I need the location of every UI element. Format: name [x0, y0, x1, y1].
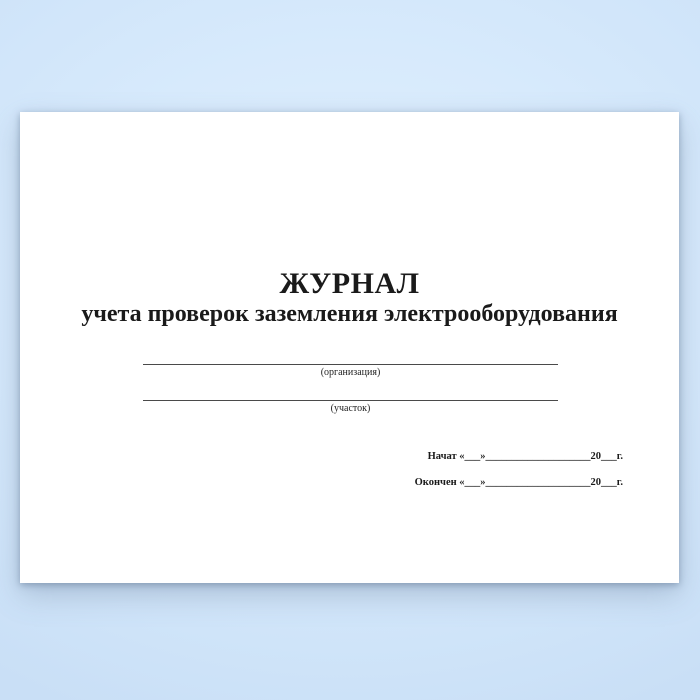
started-date-row: Начат «___»____________________20___г.	[427, 451, 623, 462]
date-block	[415, 452, 623, 488]
journal-title: ЖУРНАЛ	[279, 267, 420, 300]
journal-subtitle: учета проверок заземления электрооборудования	[81, 301, 618, 327]
journal-cover-page	[20, 112, 679, 583]
finished-date-row: Окончен «___»____________________20___г.	[414, 476, 623, 488]
section-blank-line	[143, 400, 558, 401]
organization-field	[143, 364, 558, 379]
organization-blank-line	[143, 364, 558, 365]
section-field	[143, 400, 558, 415]
section-label: (участок)	[330, 403, 371, 414]
organization-label: (организация)	[320, 367, 381, 378]
